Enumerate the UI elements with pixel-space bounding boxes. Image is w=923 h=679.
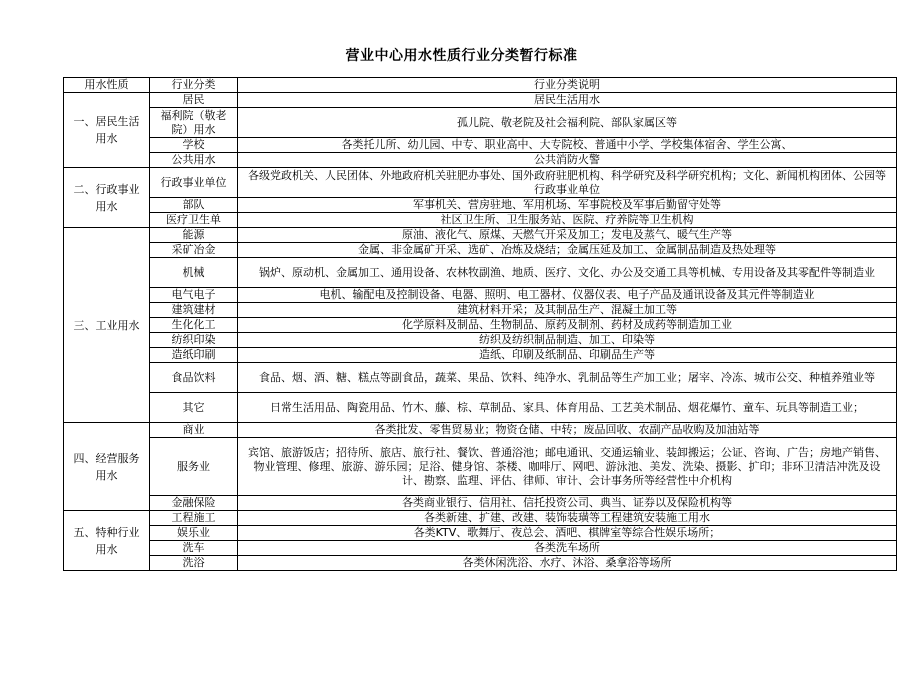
description-cell: 居民生活用水 — [238, 93, 897, 108]
description-cell: 建筑材料开采；及其制品生产、混凝土加工等 — [238, 303, 897, 318]
category-cell: 建筑建材 — [150, 303, 238, 318]
table-row — [64, 243, 897, 258]
category-cell: 居民 — [150, 93, 238, 108]
table-row — [64, 138, 897, 153]
table-row — [64, 541, 897, 556]
table-row — [64, 303, 897, 318]
category-cell: 纺织印染 — [150, 333, 238, 348]
classification-table — [63, 77, 897, 571]
description-cell: 造纸、印刷及纸制品、印刷品生产等 — [238, 348, 897, 363]
description-cell: 孤儿院、敬老院及社会福利院、部队家属区等 — [238, 108, 897, 138]
description-cell: 各类洗车场所 — [238, 541, 897, 556]
table-row — [64, 363, 897, 393]
category-cell: 洗车 — [150, 541, 238, 556]
description-cell: 化学原料及制品、生物制品、原药及制剂、药材及成药等制造加工业 — [238, 318, 897, 333]
description-cell: 金属、非金属矿开采、选矿、冶炼及烧结；金属压延及加工、金属制品制造及热处理等 — [238, 243, 897, 258]
table-row — [64, 198, 897, 213]
table-row — [64, 556, 897, 571]
category-cell: 造纸印刷 — [150, 348, 238, 363]
category-cell: 学校 — [150, 138, 238, 153]
category-cell: 采矿冶金 — [150, 243, 238, 258]
description-cell: 食品、烟、酒、糖、糕点等副食品，蔬菜、果品、饮料、纯净水、乳制品等生产加工业；屠宰、冷冻、城市公交、种植养殖业等 — [238, 363, 897, 393]
category-cell: 医疗卫生单 — [150, 213, 238, 228]
description-cell: 电机、输配电及控制设备、电器、照明、电工器材、仪器仪表、电子产品及通讯设备及其元件等制造业 — [238, 288, 897, 303]
table-row — [64, 108, 897, 138]
description-cell: 社区卫生所、卫生服务站、医院、疗养院等卫生机构 — [238, 213, 897, 228]
table-row — [64, 333, 897, 348]
header-category: 行业分类 — [150, 78, 238, 93]
description-cell: 公共消防火警 — [238, 153, 897, 168]
category-cell: 电气电子 — [150, 288, 238, 303]
description-cell: 各类休闲洗浴、水疗、沐浴、桑拿浴等场所 — [238, 556, 897, 571]
nature-cell: 二、行政事业用水 — [64, 168, 150, 228]
table-row — [64, 258, 897, 288]
category-cell: 行政事业单位 — [150, 168, 238, 198]
category-cell: 食品饮料 — [150, 363, 238, 393]
description-cell: 各类批发、零售贸易业；物资仓储、中转；废品回收、农副产品收购及加油站等 — [238, 423, 897, 438]
description-cell: 各类KTV、歌舞厅、夜总会、酒吧、棋牌室等综合性娱乐场所； — [238, 526, 897, 541]
category-cell: 福利院（敬老院）用水 — [150, 108, 238, 138]
description-cell: 宾馆、旅游饭店；招待所、旅店、旅行社、餐饮、普通浴池；邮电通讯、交通运输业、装卸搬运；公证、咨询、广告；房地产销售、物业管理、修理、旅游、游乐园；足浴、健身馆、茶楼、咖啡厅、网吧、游泳池、美发、洗染、摄影、扩印；非环卫清洁冲洗及设计、勘察、监理、评估、律师、审计、会计事务所等经营性中介机构 — [238, 438, 897, 496]
category-cell: 娱乐业 — [150, 526, 238, 541]
description-cell: 各级党政机关、人民团体、外地政府机关驻肥办事处、国外政府驻肥机构、科学研究及科学研究机构；文化、新闻机构团体、公园等行政事业单位 — [238, 168, 897, 198]
table-row — [64, 511, 897, 526]
description-cell: 日常生活用品、陶瓷用品、竹木、藤、棕、草制品、家具、体育用品、工艺美术制品、烟花爆竹、童车、玩具等制造工业； — [238, 393, 897, 423]
nature-cell: 一、居民生活用水 — [64, 93, 150, 168]
table-row — [64, 348, 897, 363]
table-row — [64, 168, 897, 198]
table-row — [64, 288, 897, 303]
table-row — [64, 93, 897, 108]
category-cell: 洗浴 — [150, 556, 238, 571]
category-cell: 其它 — [150, 393, 238, 423]
table-row — [64, 496, 897, 511]
description-cell: 各类新建、扩建、改建、装饰装璜等工程建筑安装施工用水 — [238, 511, 897, 526]
table-row — [64, 393, 897, 423]
nature-cell: 五、特种行业用水 — [64, 511, 150, 571]
table-row — [64, 153, 897, 168]
description-cell: 各类托儿所、幼儿园、中专、职业高中、大专院校、普通中小学、学校集体宿舍、学生公寓、 — [238, 138, 897, 153]
category-cell: 工程施工 — [150, 511, 238, 526]
table-row — [64, 213, 897, 228]
table-row — [64, 228, 897, 243]
category-cell: 能源 — [150, 228, 238, 243]
description-cell: 原油、液化气、原煤、天燃气开采及加工；发电及蒸气、暖气生产等 — [238, 228, 897, 243]
table-row — [64, 526, 897, 541]
table-row — [64, 438, 897, 496]
page-title: 营业中心用水性质行业分类暂行标准 — [345, 48, 578, 64]
category-cell: 金融保险 — [150, 496, 238, 511]
header-nature: 用水性质 — [64, 78, 150, 93]
category-cell: 服务业 — [150, 438, 238, 496]
category-cell: 生化化工 — [150, 318, 238, 333]
category-cell: 部队 — [150, 198, 238, 213]
table-row — [64, 318, 897, 333]
description-cell: 军事机关、营房驻地、军用机场、军事院校及军事后勤留守处等 — [238, 198, 897, 213]
category-cell: 机械 — [150, 258, 238, 288]
table-header-row — [64, 78, 897, 93]
description-cell: 纺织及纺织制品制造、加工、印染等 — [238, 333, 897, 348]
description-cell: 锅炉、原动机、金属加工、通用设备、农林牧副渔、地质、医疗、文化、办公及交通工具等机械、专用设备及其零配件等制造业 — [238, 258, 897, 288]
category-cell: 公共用水 — [150, 153, 238, 168]
table-row — [64, 423, 897, 438]
category-cell: 商业 — [150, 423, 238, 438]
header-description: 行业分类说明 — [238, 78, 897, 93]
nature-cell: 三、工业用水 — [64, 228, 150, 423]
description-cell: 各类商业银行、信用社、信托投资公司、典当、证券以及保险机构等 — [238, 496, 897, 511]
nature-cell: 四、经营服务用水 — [64, 423, 150, 511]
